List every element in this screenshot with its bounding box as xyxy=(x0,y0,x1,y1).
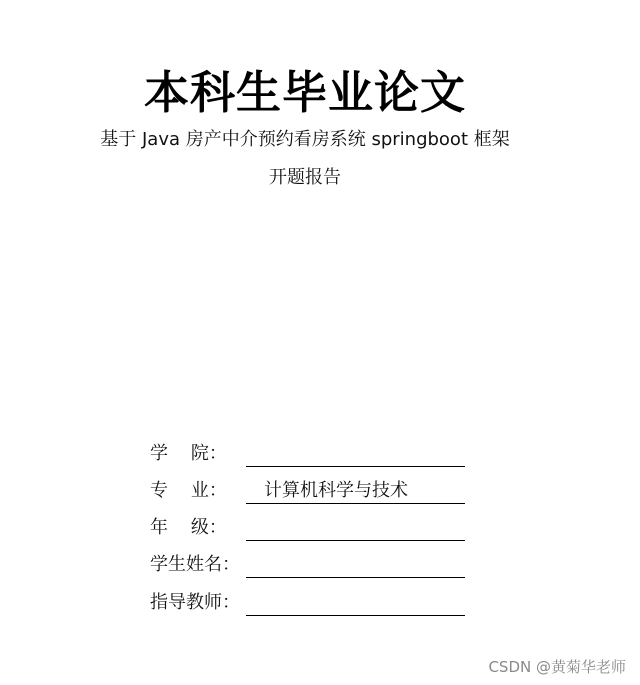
csdn-watermark: CSDN @黄菊华老师 xyxy=(488,658,626,676)
thesis-main-title: 本科生毕业论文 xyxy=(143,66,466,119)
report-type-title: 开题报告 xyxy=(269,167,341,188)
field-value-major: 计算机科学与技术 xyxy=(264,480,408,501)
field-row-major xyxy=(150,478,470,504)
thesis-subtitle: 基于 Java 房产中介预约看房系统 springboot 框架 xyxy=(100,129,510,150)
field-line-student-name xyxy=(246,552,465,578)
field-line-college xyxy=(246,441,465,467)
field-label-student-name: 学生姓名： xyxy=(150,554,240,575)
field-line-advisor xyxy=(246,590,465,616)
field-row-student-name xyxy=(150,552,470,578)
field-row-college xyxy=(150,441,470,467)
field-row-grade xyxy=(150,515,470,541)
field-line-major xyxy=(246,478,465,504)
field-label-advisor: 指导教师： xyxy=(150,592,240,613)
field-line-grade xyxy=(246,515,465,541)
field-label-major: 专 业： xyxy=(150,480,227,501)
field-label-college: 学 院： xyxy=(150,443,227,464)
field-row-advisor xyxy=(150,590,470,616)
field-label-grade: 年 级： xyxy=(150,517,227,538)
